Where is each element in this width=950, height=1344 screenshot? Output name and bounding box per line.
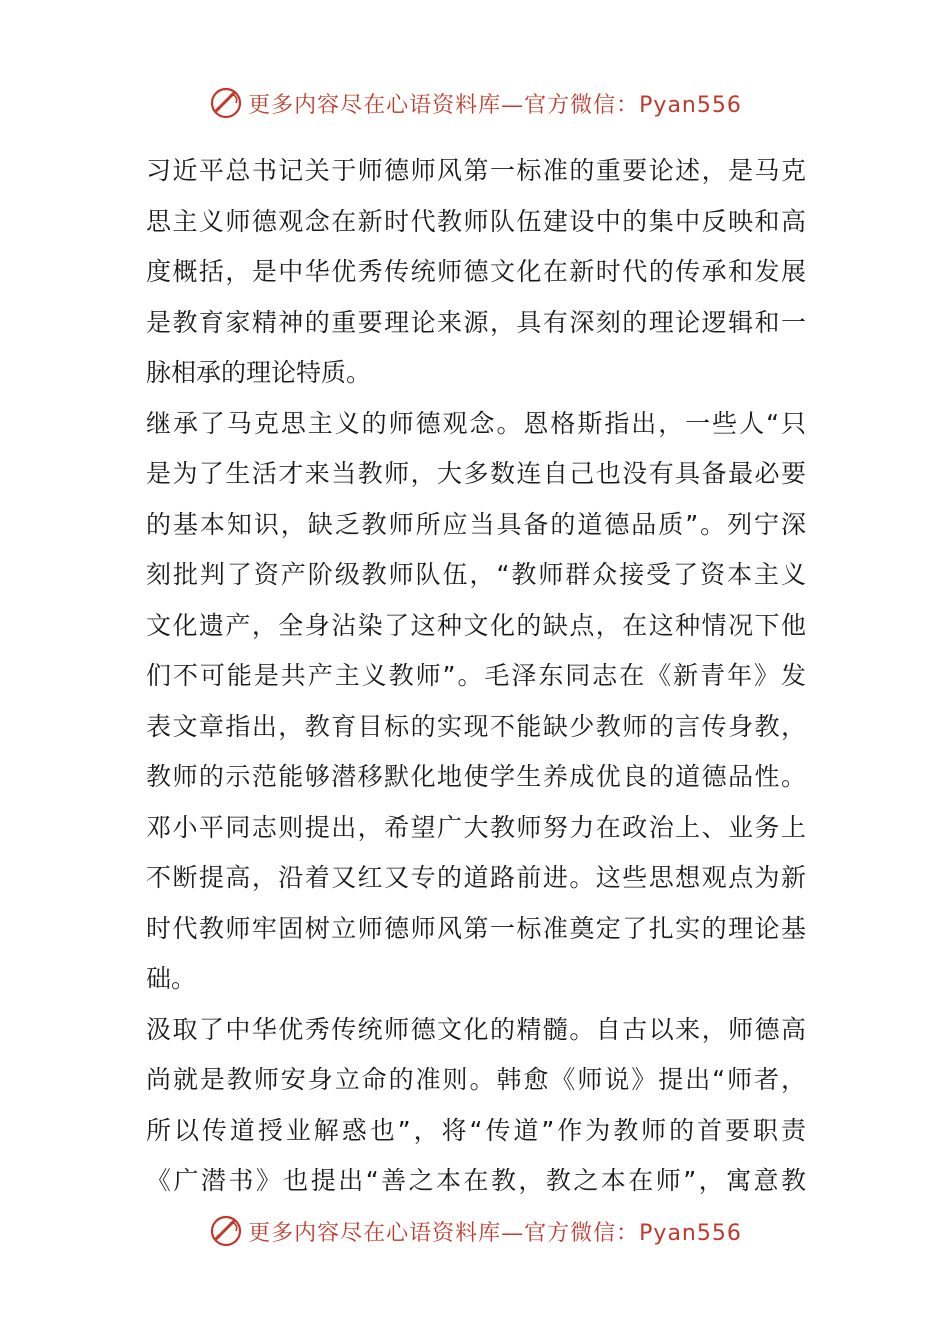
- text-line: 脉相承的理论特质。: [146, 358, 372, 387]
- text-line: 文化遗产，全身沾染了这种文化的缺点，在这种情况下他: [146, 610, 806, 640]
- text-line: 表文章指出，教育目标的实现不能缺少教师的言传身教，: [146, 711, 806, 741]
- banner-main-text: 更多内容尽在心语资料库: [248, 1220, 502, 1246]
- document-body: [146, 146, 806, 1207]
- text-line: 是为了生活才来当教师，大多数连自己也没有具备最必要: [146, 459, 806, 488]
- text-line: 刻批判了资产阶级教师队伍，“教师群众接受了资本主义: [146, 560, 806, 589]
- pen-logo-icon: [208, 1213, 244, 1249]
- pen-logo-icon: [208, 85, 244, 121]
- banner-dash: —: [501, 92, 525, 118]
- text-line: 是教育家精神的重要理论来源，具有深刻的理论逻辑和一: [146, 307, 806, 337]
- text-line: 们不可能是共产主义教师”。毛泽东同志在《新青年》发: [146, 661, 806, 690]
- text-line: 《广潜书》也提出“善之本在教，教之本在师”，寓意教: [146, 1166, 806, 1195]
- text-line: 邓小平同志则提出，希望广大教师努力在政治上、业务上: [146, 812, 806, 842]
- banner-main-text: 更多内容尽在心语资料库: [248, 92, 502, 118]
- text-line: 的基本知识，缺乏教师所应当具备的道德品质”。列宁深: [146, 509, 806, 539]
- text-line: 时代教师牢固树立师德师风第一标准奠定了扎实的理论基: [146, 913, 806, 943]
- header-banner: [0, 83, 950, 123]
- text-line: 不断提高，沿着又红又专的道路前进。这些思想观点为新: [146, 863, 806, 892]
- banner-dash: —: [501, 1220, 525, 1246]
- text-line: 度概括，是中华优秀传统师德文化在新时代的传承和发展: [146, 257, 806, 286]
- text-line: 教师的示范能够潜移默化地使学生养成优良的道德品性。: [146, 762, 806, 791]
- text-line: 继承了马克思主义的师德观念。恩格斯指出，一些人“只: [146, 408, 806, 438]
- text-line: 汲取了中华优秀传统师德文化的精髓。自古以来，师德高: [146, 1014, 806, 1044]
- footer-banner: [0, 1211, 950, 1251]
- banner-text: [248, 1216, 742, 1247]
- text-line: 尚就是教师安身立命的准则。韩愈《师说》提出“师者，: [146, 1065, 806, 1094]
- text-line: 所以传道授业解惑也”，将“传道”作为教师的首要职责: [146, 1115, 806, 1145]
- text-line: 思主义师德观念在新时代教师队伍建设中的集中反映和高: [146, 206, 806, 236]
- banner-wechat-text: 官方微信：Pyan556: [524, 1220, 742, 1246]
- text-line: 础。: [146, 964, 197, 993]
- banner-text: [248, 88, 742, 119]
- text-line: 习近平总书记关于师德师风第一标准的重要论述，是马克: [146, 156, 806, 185]
- banner-wechat-text: 官方微信：Pyan556: [524, 92, 742, 118]
